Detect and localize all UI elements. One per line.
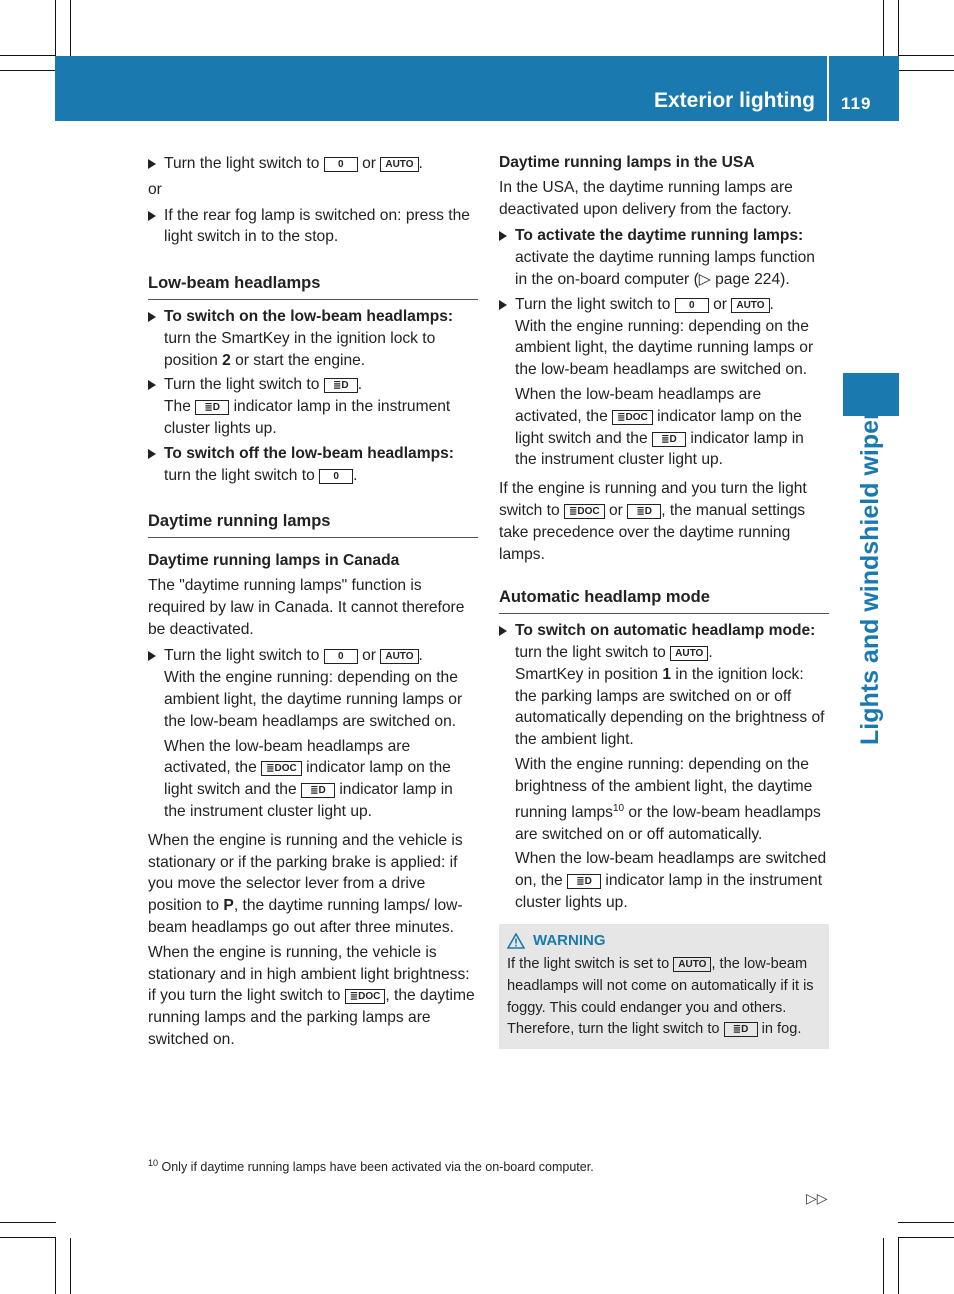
instruction-step: Turn the light switch to ≣D . <box>148 374 478 396</box>
step-detail: When the low-beam headlamps are activated, the ≣DOC indicator lamp on the light switch and the ≣D indicator lamp in the instrument cluster light up. <box>515 385 804 469</box>
step-detail: When the low-beam headlamps are activated, the ≣DOC indicator lamp on the light switch and the ≣D indicator lamp in the instrument cluster light up. <box>164 737 453 820</box>
paragraph: When the engine is running, the vehicle is stationary and in high ambient light brightness: if you turn the light switch to ≣DOC , the daytime running lamps and the parking lamps are switched on. <box>148 943 475 1048</box>
crop-mark <box>0 55 56 56</box>
page-number: 119 <box>841 94 872 113</box>
daytime-running-lamp-icon: ≣DOC <box>261 761 302 776</box>
instruction-step: Turn the light switch to 0 or AUTO . <box>148 153 478 175</box>
switch-zero-icon: 0 <box>675 298 709 313</box>
switch-zero-icon: 0 <box>319 469 353 484</box>
warning-text: If the light switch is set to AUTO , the low-beam headlamps will not come on automatically if it is foggy. This could endanger you and others. Therefore, turn the light switch to ≣D in fog. <box>507 956 814 1038</box>
left-column <box>148 153 478 1051</box>
arrow-icon <box>148 159 156 169</box>
crop-mark <box>883 1238 884 1294</box>
warning-title: WARNING <box>533 931 606 949</box>
section-title: Exterior lighting <box>653 89 815 112</box>
page-header <box>55 56 899 121</box>
crop-mark <box>898 55 954 56</box>
paragraph: In the USA, the daytime running lamps are deactivated upon delivery from the factory. <box>499 178 793 218</box>
chapter-title: Lights and windshield wipers <box>856 396 884 745</box>
paragraph: When the engine is running and the vehicle is stationary or if the parking brake is applied: if you move the selector lever from a drive position to P, the daytime running lamps/ low-beam headlamps go out after three minutes. <box>148 831 463 936</box>
daytime-running-lamp-icon: ≣DOC <box>345 989 386 1004</box>
page-ref-icon: ▷ <box>698 270 711 288</box>
low-beam-icon: ≣D <box>567 874 601 889</box>
section-heading: Automatic headlamp mode <box>499 587 829 614</box>
step-detail: The ≣D indicator lamp in the instrument cluster lights up. <box>164 398 451 437</box>
arrow-icon <box>148 651 156 661</box>
instruction-step: To switch on automatic headlamp mode: turn the light switch to AUTO . <box>499 620 829 664</box>
low-beam-icon: ≣D <box>301 783 335 798</box>
auto-icon: AUTO <box>673 957 711 972</box>
arrow-icon <box>499 231 507 241</box>
switch-zero-icon: 0 <box>324 649 358 664</box>
subsection-heading: Daytime running lamps in the USA <box>499 154 755 171</box>
instruction-step: To activate the daytime running lamps: activate the daytime running lamps function in the on-board computer (▷ page 224). <box>499 225 829 290</box>
warning-triangle-icon <box>507 933 525 949</box>
daytime-running-lamp-icon: ≣DOC <box>612 410 653 425</box>
low-beam-icon: ≣D <box>324 378 358 393</box>
crop-mark <box>0 1237 56 1238</box>
instruction-step: Turn the light switch to 0 or AUTO . <box>148 645 478 667</box>
crop-mark <box>55 0 56 56</box>
low-beam-icon: ≣D <box>724 1022 758 1037</box>
arrow-icon <box>148 312 156 322</box>
step-detail: With the engine running: depending on the ambient light, the daytime running lamps or the low-beam headlamps are switched on. <box>164 669 463 730</box>
instruction-step: If the rear fog lamp is switched on: press the light switch in to the stop. <box>148 205 478 249</box>
low-beam-icon: ≣D <box>627 504 661 519</box>
arrow-icon <box>499 300 507 310</box>
crop-mark <box>898 1222 954 1223</box>
continue-icon: ▷▷ <box>806 1190 828 1206</box>
arrow-icon <box>148 211 156 221</box>
warning-box <box>499 924 829 1049</box>
auto-icon: AUTO <box>380 649 418 664</box>
crop-mark <box>898 70 954 71</box>
or-text: or <box>148 180 162 198</box>
crop-mark <box>898 1238 899 1294</box>
paragraph: If the engine is running and you turn the light switch to ≣DOC or ≣D , the manual settings take precedence over the daytime running lamps. <box>499 480 807 563</box>
auto-icon: AUTO <box>670 646 708 661</box>
crop-mark <box>70 1238 71 1294</box>
crop-mark <box>898 0 899 56</box>
instruction-step: Turn the light switch to 0 or AUTO . <box>499 294 829 316</box>
crop-mark <box>883 0 884 56</box>
subsection-heading: Daytime running lamps in Canada <box>148 552 400 570</box>
instruction-step: To switch off the low-beam headlamps: turn the light switch to 0 . <box>148 443 478 487</box>
footnote: $^{10}$ Only if daytime running lamps have been activated via the on-board computer. <box>148 1158 594 1175</box>
section-heading: Low-beam headlamps <box>148 273 478 300</box>
crop-mark <box>0 70 56 71</box>
low-beam-icon: ≣D <box>195 400 229 415</box>
section-heading: Daytime running lamps <box>148 511 478 538</box>
crop-mark <box>0 1222 56 1223</box>
paragraph: The "daytime running lamps" function is required by law in Canada. It cannot therefore be deactivated. <box>148 576 465 638</box>
crop-mark <box>898 1237 954 1238</box>
crop-mark <box>70 0 71 56</box>
header-divider <box>827 56 829 121</box>
right-column <box>499 152 829 1049</box>
low-beam-icon: ≣D <box>652 432 686 447</box>
step-detail: With the engine running: depending on the brightness of the ambient light, the daytime running lamps$^{10}$ or the low-beam headlamps are switched on or off automatically. <box>515 755 821 843</box>
arrow-icon <box>499 626 507 636</box>
switch-zero-icon: 0 <box>324 157 358 172</box>
crop-mark <box>55 1238 56 1294</box>
daytime-running-lamp-icon: ≣DOC <box>564 504 605 519</box>
auto-icon: AUTO <box>731 298 769 313</box>
step-detail: SmartKey in position 1 in the ignition lock: the parking lamps are switched on or off automatically depending on the brightness of the ambient light. <box>515 665 825 749</box>
warning-header <box>507 930 821 952</box>
arrow-icon <box>148 449 156 459</box>
instruction-step: To switch on the low-beam headlamps: turn the SmartKey in the ignition lock to position 2 or start the engine. <box>148 306 478 371</box>
auto-icon: AUTO <box>380 157 418 172</box>
step-detail: When the low-beam headlamps are switched on, the ≣D indicator lamp in the instrument cluster lights up. <box>515 850 827 911</box>
arrow-icon <box>148 380 156 390</box>
step-detail: With the engine running: depending on the ambient light, the daytime running lamps or the low-beam headlamps are switched on. <box>515 317 814 379</box>
